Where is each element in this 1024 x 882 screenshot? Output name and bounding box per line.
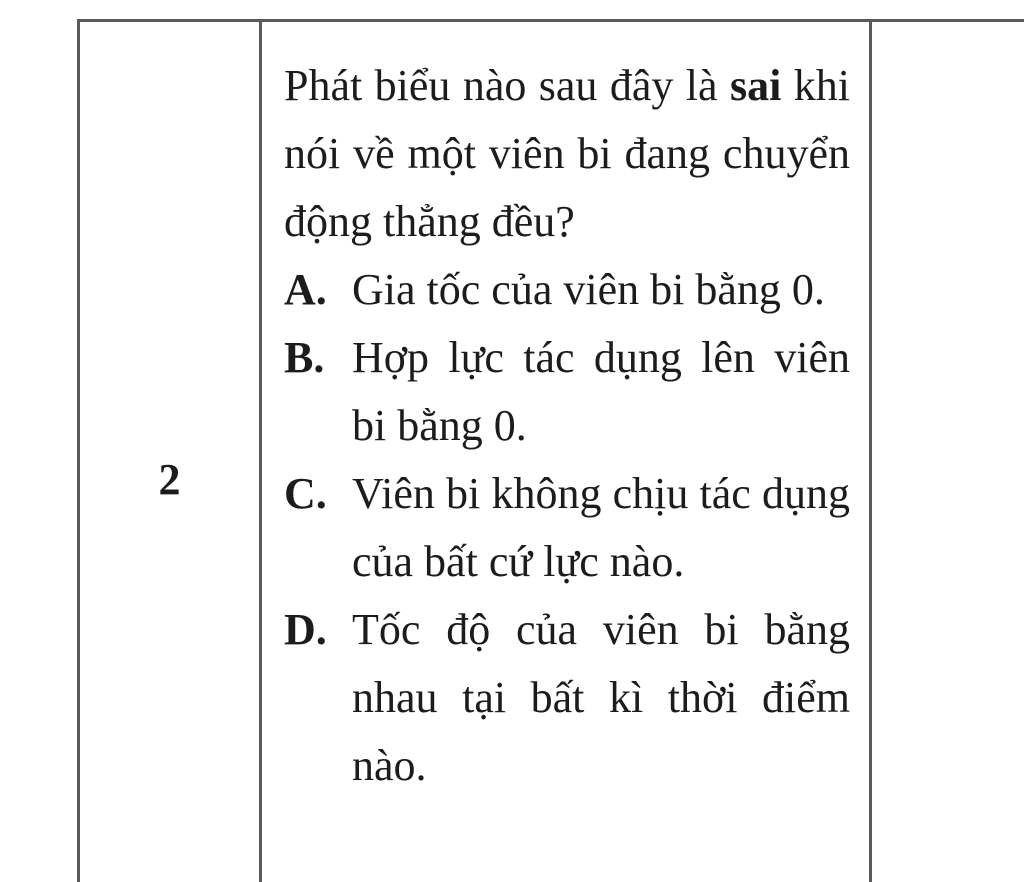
option-a bbox=[284, 256, 850, 324]
table-top-border bbox=[78, 19, 1024, 22]
option-d-text: Tốc độ của viên bi bằng nhau tại bất kì thời điểm nào. bbox=[352, 605, 850, 790]
stem-text-end: khi nói về một viên bi đang chuyển động thẳng đều? bbox=[284, 61, 850, 246]
option-d bbox=[284, 596, 850, 800]
option-b bbox=[284, 324, 850, 460]
question-stem bbox=[284, 52, 850, 256]
option-a-letter: A. bbox=[284, 265, 327, 314]
option-c bbox=[284, 460, 850, 596]
option-c-letter: C. bbox=[284, 469, 327, 518]
column-divider-2 bbox=[869, 19, 872, 882]
option-d-letter: D. bbox=[284, 605, 327, 654]
column-divider-1 bbox=[259, 19, 262, 882]
stem-text-start: Phát biểu nào sau đây là bbox=[284, 61, 730, 110]
stem-bold-word: sai bbox=[729, 61, 782, 110]
question-cell bbox=[284, 52, 850, 800]
question-number: 2 bbox=[158, 455, 181, 504]
option-a-text: Gia tốc của viên bi bằng 0. bbox=[352, 265, 825, 314]
option-b-text: Hợp lực tác dụng lên viên bi bằng 0. bbox=[352, 333, 850, 450]
option-b-letter: B. bbox=[284, 333, 325, 382]
option-c-text: Viên bi không chịu tác dụng của bất cứ lực nào. bbox=[352, 469, 850, 586]
